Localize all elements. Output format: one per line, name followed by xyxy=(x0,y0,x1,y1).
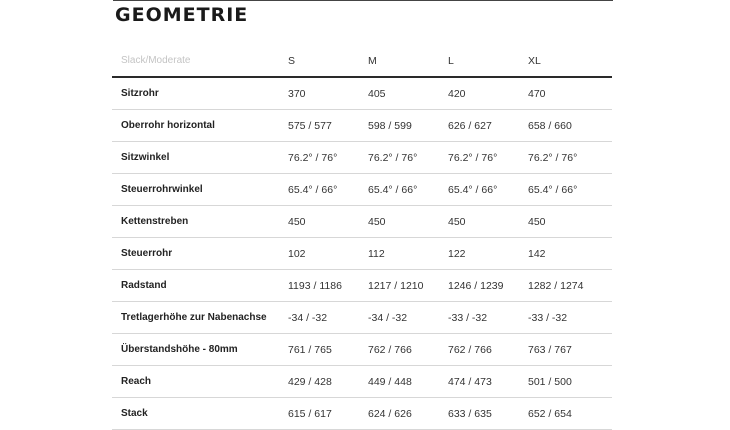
table-cell: 658 / 660 xyxy=(528,119,572,132)
size-header-l: L xyxy=(448,54,454,67)
table-body xyxy=(112,78,612,430)
table-row xyxy=(112,270,612,302)
table-cell: 1282 / 1274 xyxy=(528,279,584,292)
size-header-m: M xyxy=(368,54,377,67)
row-label: Überstandshöhe - 80mm xyxy=(121,344,238,355)
table-cell: 763 / 767 xyxy=(528,343,572,356)
table-cell: 624 / 626 xyxy=(368,407,412,420)
table-cell: 762 / 766 xyxy=(448,343,492,356)
table-cell: 76.2° / 76° xyxy=(528,151,578,164)
page-title: GEOMETRIE xyxy=(115,4,249,26)
table-cell: 76.2° / 76° xyxy=(288,151,338,164)
table-cell: 370 xyxy=(288,87,306,100)
table-cell: 450 xyxy=(448,215,466,228)
table-cell: 615 / 617 xyxy=(288,407,332,420)
table-cell: 122 xyxy=(448,247,466,260)
table-cell: 1246 / 1239 xyxy=(448,279,504,292)
table-cell: 142 xyxy=(528,247,546,260)
header-label: Slack/Moderate xyxy=(121,55,191,66)
table-cell: 598 / 599 xyxy=(368,119,412,132)
table-cell: 65.4° / 66° xyxy=(288,183,338,196)
size-header-xl: XL xyxy=(528,54,541,67)
row-label: Sitzrohr xyxy=(121,88,159,99)
table-cell: 429 / 428 xyxy=(288,375,332,388)
row-label: Sitzwinkel xyxy=(121,152,170,163)
table-cell: 76.2° / 76° xyxy=(448,151,498,164)
table-cell: 626 / 627 xyxy=(448,119,492,132)
table-cell: 65.4° / 66° xyxy=(448,183,498,196)
table-cell: 470 xyxy=(528,87,546,100)
table-cell: -34 / -32 xyxy=(368,311,408,324)
geometry-table xyxy=(112,45,612,430)
table-cell: 420 xyxy=(448,87,466,100)
table-cell: 102 xyxy=(288,247,306,260)
row-label: Kettenstreben xyxy=(121,216,189,227)
table-cell: 450 xyxy=(288,215,306,228)
table-row xyxy=(112,334,612,366)
table-row xyxy=(112,366,612,398)
table-cell: 405 xyxy=(368,87,386,100)
size-header-s: S xyxy=(288,54,296,67)
table-row xyxy=(112,302,612,334)
table-row xyxy=(112,206,612,238)
table-cell: 65.4° / 66° xyxy=(368,183,418,196)
table-cell: 474 / 473 xyxy=(448,375,492,388)
table-cell: 449 / 448 xyxy=(368,375,412,388)
table-cell: 65.4° / 66° xyxy=(528,183,578,196)
row-label: Oberrohr horizontal xyxy=(121,120,215,131)
row-label: Radstand xyxy=(121,280,167,291)
table-cell: 450 xyxy=(368,215,386,228)
table-cell: 501 / 500 xyxy=(528,375,572,388)
table-header-row xyxy=(112,45,612,78)
table-row xyxy=(112,142,612,174)
top-divider xyxy=(113,0,613,1)
row-label: Steuerrohr xyxy=(121,248,173,259)
table-row xyxy=(112,78,612,110)
table-cell: 575 / 577 xyxy=(288,119,332,132)
row-label: Stack xyxy=(121,408,148,419)
table-row xyxy=(112,174,612,206)
table-row xyxy=(112,398,612,430)
row-label: Tretlagerhöhe zur Nabenachse xyxy=(121,312,267,323)
table-row xyxy=(112,238,612,270)
table-cell: 1217 / 1210 xyxy=(368,279,424,292)
table-cell: 1193 / 1186 xyxy=(288,279,342,292)
table-cell: 76.2° / 76° xyxy=(368,151,418,164)
table-cell: 761 / 765 xyxy=(288,343,332,356)
table-cell: -33 / -32 xyxy=(528,311,568,324)
table-cell: 450 xyxy=(528,215,546,228)
table-cell: 762 / 766 xyxy=(368,343,412,356)
table-cell: 112 xyxy=(368,247,385,260)
table-cell: -34 / -32 xyxy=(288,311,328,324)
table-row xyxy=(112,110,612,142)
table-cell: 633 / 635 xyxy=(448,407,492,420)
table-cell: 652 / 654 xyxy=(528,407,572,420)
table-cell: -33 / -32 xyxy=(448,311,488,324)
row-label: Reach xyxy=(121,376,152,387)
row-label: Steuerrohrwinkel xyxy=(121,184,203,195)
